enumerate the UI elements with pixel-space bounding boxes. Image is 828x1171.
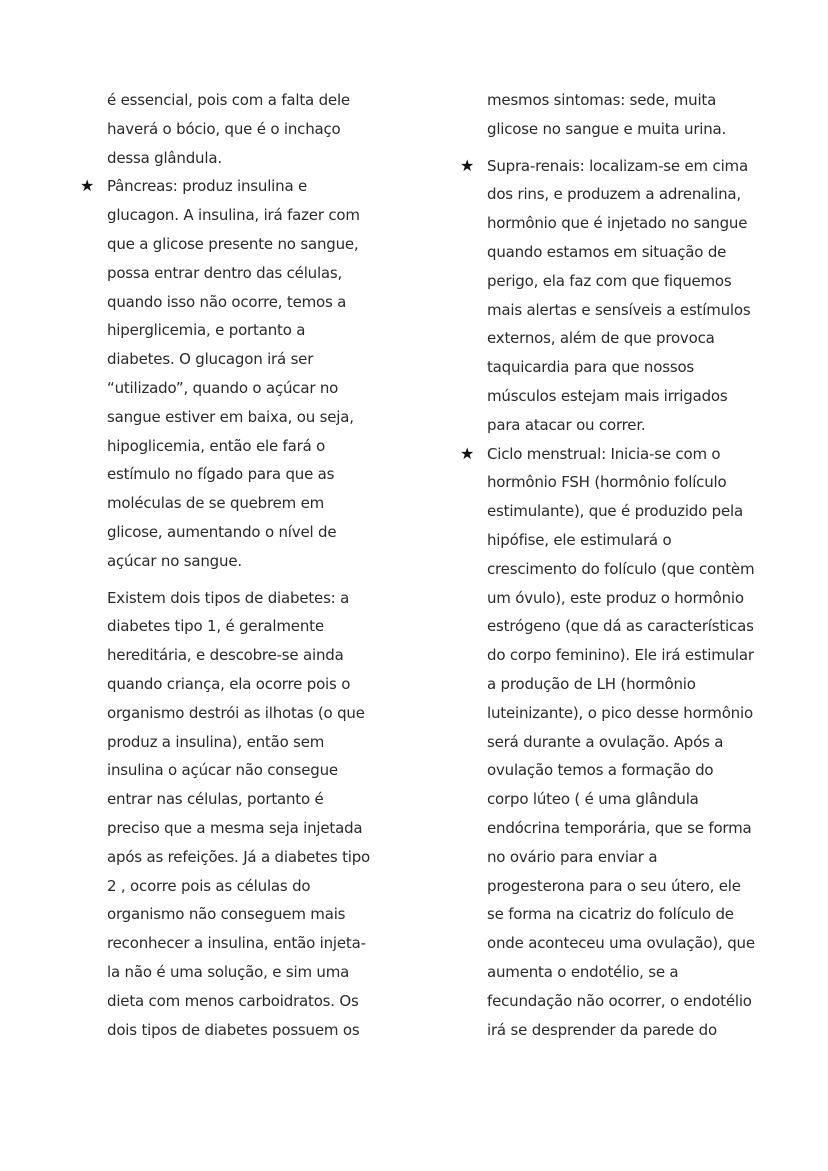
star-icon: ★	[80, 176, 95, 196]
text-line: hipófise, ele estimulará o	[487, 530, 672, 549]
text-line: mais alertas e sensíveis a estímulos	[487, 300, 751, 319]
bullet-supra-renais	[460, 152, 767, 440]
intro-paragraph	[107, 86, 387, 172]
text-line: hereditária, e descobre-se ainda	[107, 646, 344, 665]
text-line: “utilizado”, quando o açúcar no	[107, 378, 339, 397]
text-line: estímulo no fígado para que as	[107, 465, 335, 484]
text-line: diabetes tipo 1, é geralmente	[107, 617, 324, 636]
text-line: insulina o açúcar não consegue	[107, 761, 338, 780]
text-line: estimulante), que é produzido pela	[487, 502, 743, 521]
text-line: se forma na cicatriz do folículo de	[487, 905, 734, 924]
text-line: glucagon. A insulina, irá fazer com	[107, 206, 360, 225]
star-icon: ★	[460, 155, 475, 175]
text-line: irá se desprender da parede do	[487, 1020, 717, 1039]
text-line: dessa glândula.	[107, 148, 222, 167]
text-line: Ciclo menstrual: Inicia-se com o	[487, 444, 721, 463]
text-line: Supra-renais: localizam-se em cima	[487, 156, 748, 175]
text-line: quando criança, ela ocorre pois o	[107, 674, 351, 693]
text-line: a produção de LH (hormônio	[487, 674, 696, 693]
left-column	[80, 86, 387, 1044]
text-line: progesterona para o seu útero, ele	[487, 876, 741, 895]
star-icon: ★	[460, 443, 475, 463]
text-line: açúcar no sangue.	[107, 551, 242, 570]
text-line: crescimento do folículo (que contèm	[487, 559, 755, 578]
text-line: que a glicose presente no sangue,	[107, 234, 359, 253]
text-line: quando estamos em situação de	[487, 242, 727, 261]
text-line: onde aconteceu uma ovulação), que	[487, 934, 755, 953]
text-line: Existem dois tipos de diabetes: a	[107, 588, 350, 607]
diabetes-paragraph	[107, 584, 387, 1045]
text-line: hormônio que é injetado no sangue	[487, 214, 748, 233]
text-line: é essencial, pois com a falta dele	[107, 91, 350, 109]
text-line: quando isso não ocorre, temos a	[107, 292, 347, 311]
text-line: moléculas de se quebrem em	[107, 494, 325, 513]
text-line: endócrina temporária, que se forma	[487, 818, 752, 837]
text-line: fecundação não ocorrer, o endotélio	[487, 991, 752, 1010]
text-line: organismo destrói as ilhotas (o que	[107, 703, 365, 722]
text-line: no ovário para enviar a	[487, 847, 658, 866]
text-line: perigo, ela faz com que fiquemos	[487, 271, 732, 290]
text-line: será durante a ovulação. Após a	[487, 732, 724, 751]
text-line: mesmos sintomas: sede, muita	[487, 91, 717, 109]
text-line: organismo não conseguem mais	[107, 905, 346, 924]
text-line: dieta com menos carboidratos. Os	[107, 991, 359, 1010]
text-line: glicose no sangue e muita urina.	[487, 119, 727, 138]
text-line: entrar nas células, portanto é	[107, 790, 324, 809]
text-line: reconhecer a insulina, então injeta-	[107, 934, 366, 953]
text-line: preciso que a mesma seja injetada	[107, 818, 363, 837]
text-line: diabetes. O glucagon irá ser	[107, 350, 314, 369]
text-line: haverá o bócio, que é o inchaço	[107, 119, 341, 138]
text-line: produz a insulina), então sem	[107, 732, 325, 751]
text-line: corpo lúteo ( é uma glândula	[487, 790, 699, 809]
text-line: hipoglicemia, então ele fará o	[107, 436, 326, 455]
text-line: para atacar ou correr.	[487, 415, 646, 434]
text-line: glicose, aumentando o nível de	[107, 522, 337, 541]
text-line: ovulação temos a formação do	[487, 761, 714, 780]
paragraph-spacer	[487, 144, 767, 152]
text-line: 2 , ocorre pois as células do	[107, 876, 311, 895]
right-column	[460, 86, 767, 1044]
text-line: hiperglicemia, e portanto a	[107, 321, 306, 340]
text-line: estrógeno (que dá as características	[487, 617, 754, 636]
text-line: dois tipos de diabetes possuem os	[107, 1020, 360, 1039]
text-line: sangue estiver em baixa, ou seja,	[107, 407, 354, 426]
text-line: externos, além de que provoca	[487, 329, 715, 348]
text-line: um óvulo), este produz o hormônio	[487, 588, 744, 607]
text-line: aumenta o endotélio, se a	[487, 962, 679, 981]
bullet-ciclo-menstrual	[460, 440, 767, 1045]
bullet-pancreas	[80, 172, 387, 575]
text-line: após as refeições. Já a diabetes tipo	[107, 847, 371, 866]
text-line: dos rins, e produzem a adrenalina,	[487, 185, 741, 204]
text-line: possa entrar dentro das células,	[107, 263, 343, 282]
continuation-paragraph	[487, 86, 767, 144]
text-line: luteinizante), o pico desse hormônio	[487, 703, 753, 722]
text-line: do corpo feminino). Ele irá estimular	[487, 646, 754, 665]
text-line: hormônio FSH (hormônio folículo	[487, 473, 727, 492]
text-line: taquicardia para que nossos	[487, 358, 695, 377]
text-line: la não é uma solução, e sim uma	[107, 962, 350, 981]
text-line: Pâncreas: produz insulina e	[107, 177, 308, 196]
paragraph-spacer	[107, 576, 387, 584]
text-line: músculos estejam mais irrigados	[487, 386, 728, 405]
